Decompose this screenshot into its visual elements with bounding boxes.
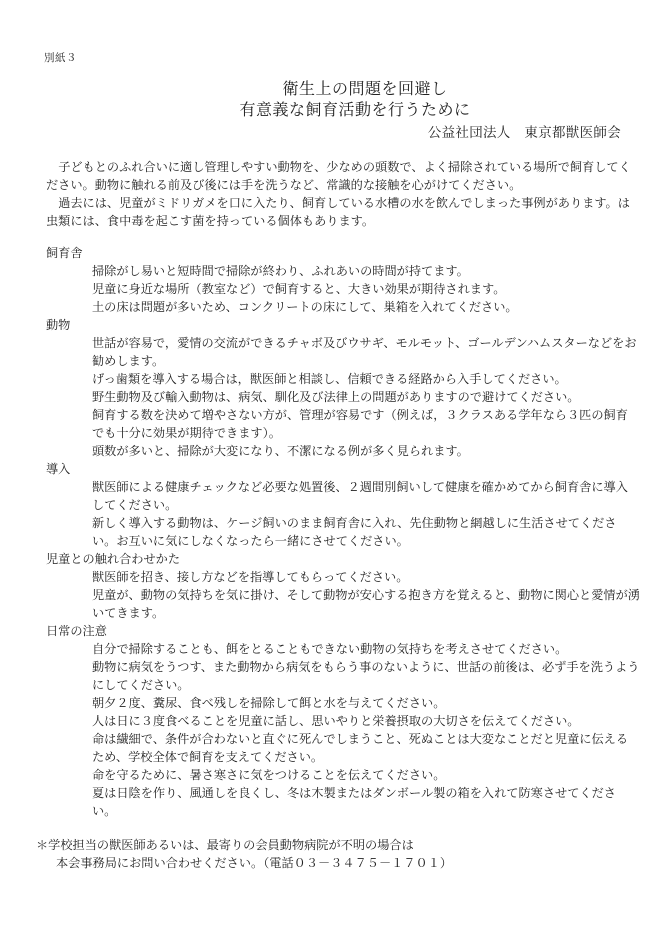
section-item: 獣医師による健康チェックなど必要な処置後、２週間別飼いして健康を確かめてから飼育舎に導入してください。 xyxy=(92,480,628,512)
section-items xyxy=(46,334,640,460)
section-item: 自分で掃除することも、餌をとることもできない動物の気持ちを考えさせてください。 xyxy=(92,642,568,656)
title-line-1: 衛生上の問題を回避し xyxy=(282,79,448,98)
footnote xyxy=(36,836,636,872)
section-item: 掃除がし易いと短時間で掃除が終わり、ふれあいの時間が持てます。 xyxy=(92,264,469,278)
organization-name: 公益社団法人 東京都獣医師会 xyxy=(427,125,621,141)
section-items xyxy=(46,568,640,622)
section-item: 命を守るために、暑さ寒さに気をつけることを伝えてください。 xyxy=(92,768,446,782)
section-child-contact xyxy=(46,550,640,622)
section-item: 新しく導入する動物は、ケージ飼いのまま飼育舎に入れ、先住動物と網越しに生活させてください。お互いに気にしなくなったら一緒にさせてください。 xyxy=(92,516,617,548)
section-item: げっ歯類を導入する場合は，獣医師と相談し、信頼できる経路から入手してください。 xyxy=(92,372,567,386)
section-item: 土の床は問題が多いため、コンクリートの床にして、巣箱を入れてください。 xyxy=(92,300,518,314)
section-item: 人は日に３度食べることを児童に話し、思いやりと栄養摂取の大切さを伝えてください。 xyxy=(92,714,580,728)
section-items xyxy=(46,262,640,316)
section-items xyxy=(46,478,640,550)
section-item: 野生動物及び輸入動物は、病気、馴化及び法律上の問題がありますので避けてください。 xyxy=(92,390,580,404)
section-item: 夏は日陰を作り、風通しを良くし、冬は木製またはダンボール製の箱を入れて防寒させてください。 xyxy=(92,786,616,818)
section-item: 朝夕２度、糞尿、食べ残しを掃除して餌と水を与えてください。 xyxy=(92,696,446,710)
intro-paragraph: 過去には、児童がミドリガメを口に入たり、飼育している水槽の水を飲んでしまった事例があります。は虫類には、食中毒を起こす菌を持っている個体もあります。 xyxy=(46,196,630,228)
section-introduction xyxy=(46,460,640,550)
section-item: 児童が、動物の気持ちを気に掛け、そして動物が安心する抱き方を覚えると、動物に関心と愛情が湧いてきます。 xyxy=(92,588,640,620)
section-daily-care xyxy=(46,622,640,820)
section-item: 動物に病気をうつす、また動物から病気をもらう事のないように、世話の前後は、必ず手を洗うようにしてください。 xyxy=(92,660,640,692)
section-heading: 導入 xyxy=(46,462,71,476)
section-item: 世話が容易で，愛情の交流ができるチャボ及びウサギ、モルモット、ゴールデンハムスターなどをお勧めします。 xyxy=(92,336,637,368)
section-animals xyxy=(46,316,640,460)
section-heading: 動物 xyxy=(46,318,71,332)
guideline-sections xyxy=(46,244,640,820)
title-line-2: 有意義な飼育活動を行うために xyxy=(239,100,471,119)
intro-text xyxy=(46,158,636,230)
section-items xyxy=(46,640,640,820)
section-heading: 日常の注意 xyxy=(46,624,107,638)
section-item: 獣医師を招き、接し方などを指導してもらってください。 xyxy=(92,570,409,584)
section-heading: 児童との触れ合わせかた xyxy=(46,552,181,566)
section-housing xyxy=(46,244,640,316)
footnote-line: ＊学校担当の獣医師あるいは、最寄りの会員動物病院が不明の場合は xyxy=(36,838,414,852)
section-item: 命は繊細で、条件が合わないと直ぐに死んでしまうこと、死ぬことは大変なことだと児童に伝えるため、学校全体で飼育を支えてください。 xyxy=(92,732,629,764)
section-item: 飼育する数を決めて増やさない方が、管理が容易です（例えば，３クラスある学年なら３匹の飼育でも十分に効果が期待できます）。 xyxy=(92,408,628,440)
section-item: 頭数が多いと、掃除が大変になり、不潔になる例が多く見られます。 xyxy=(92,444,469,458)
footnote-contact-line: 本会事務局にお問い合わせください。（電話０３－３４７５－１７０１） xyxy=(56,856,453,870)
section-heading: 飼育舎 xyxy=(46,246,83,260)
intro-paragraph: 子どもとのふれ合いに適し管理しやすい動物を、少なめの頭数で、よく掃除されている場所で飼育してください。動物に触れる前及び後には手を洗うなど、常識的な接触を心がけてください。 xyxy=(46,160,631,192)
document-reference: 別紙３ xyxy=(44,52,77,64)
section-item: 児童に身近な場所（教室など）で飼育すると、大きい効果が期待されます。 xyxy=(92,282,506,296)
